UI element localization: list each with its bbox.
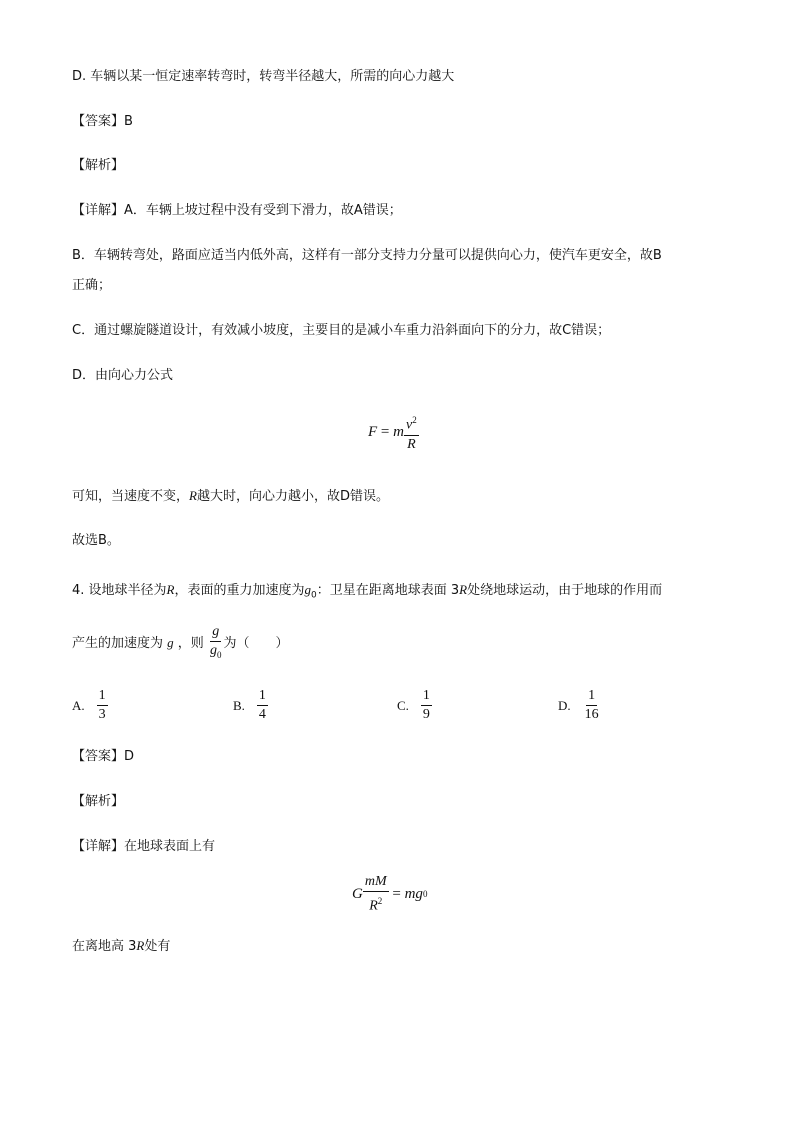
detail-b-line1: B．车辆转弯处，路面应适当内低外高，这样有一部分支持力分量可以提供向心力，使汽车更安全，故B <box>72 248 662 263</box>
analysis-label-1: 【解析】 <box>72 158 125 173</box>
centripetal-force-formula <box>368 412 419 453</box>
option-a[interactable]: A. $\frac{1}{3}$ <box>72 688 106 722</box>
analysis-label-2: 【解析】 <box>72 794 125 809</box>
question-4-line2: 产生的加速度为 g ，则 $\frac{g}{g_0}$ 为（ ） <box>72 624 288 663</box>
choose-answer: 故选B。 <box>72 533 120 548</box>
detail-c: C．通过螺旋隧道设计，有效减小坡度，主要目的是减小车重力沿斜面向下的分力，故C错误； <box>72 323 611 338</box>
detail-d: D．由向心力公式 <box>72 368 174 383</box>
formula-f: F <box>368 423 378 440</box>
formula-numerator: $v^2$ <box>404 412 419 436</box>
answer-label-1: 【答案】B <box>72 114 133 129</box>
gravity-formula: G $\frac{mM}{R^2}$ = mg 0 <box>352 874 428 914</box>
detail-a: 【详解】A．车辆上坡过程中没有受到下滑力，故A错误； <box>72 203 402 218</box>
formula-denominator: R <box>407 436 416 452</box>
detail-b-line2: 正确； <box>72 278 112 293</box>
formula-m: m <box>393 423 404 440</box>
conclusion-d: 可知，当速度不变，R越大时，向心力越小，故D错误。 <box>72 488 389 504</box>
option-d[interactable]: D. $\frac{1}{16}$ <box>558 688 599 722</box>
answer-label-2: 【答案】D <box>72 749 135 764</box>
question-4-line1: 4. 设地球半径为R，表面的重力加速度为$g_0$：卫星在距离地球表面 3R处绕地球运动，由于地球的作用而 <box>72 582 663 601</box>
option-b[interactable]: B. $\frac{1}{4}$ <box>233 688 266 722</box>
ratio-fraction: $\frac{g}{g_0}$ <box>209 624 222 660</box>
detail-surface: 【详解】在地球表面上有 <box>72 839 216 854</box>
formula-fraction <box>404 412 419 453</box>
height-3r-line: 在离地高 3R处有 <box>72 938 171 954</box>
option-d-statement: D. 车辆以某一恒定速率转弯时，转弯半径越大，所需的向心力越大 <box>72 69 455 84</box>
option-c[interactable]: C. $\frac{1}{9}$ <box>397 688 430 722</box>
formula-equals: = <box>377 423 394 440</box>
gravity-fraction: $\frac{mM}{R^2}$ <box>364 874 387 914</box>
